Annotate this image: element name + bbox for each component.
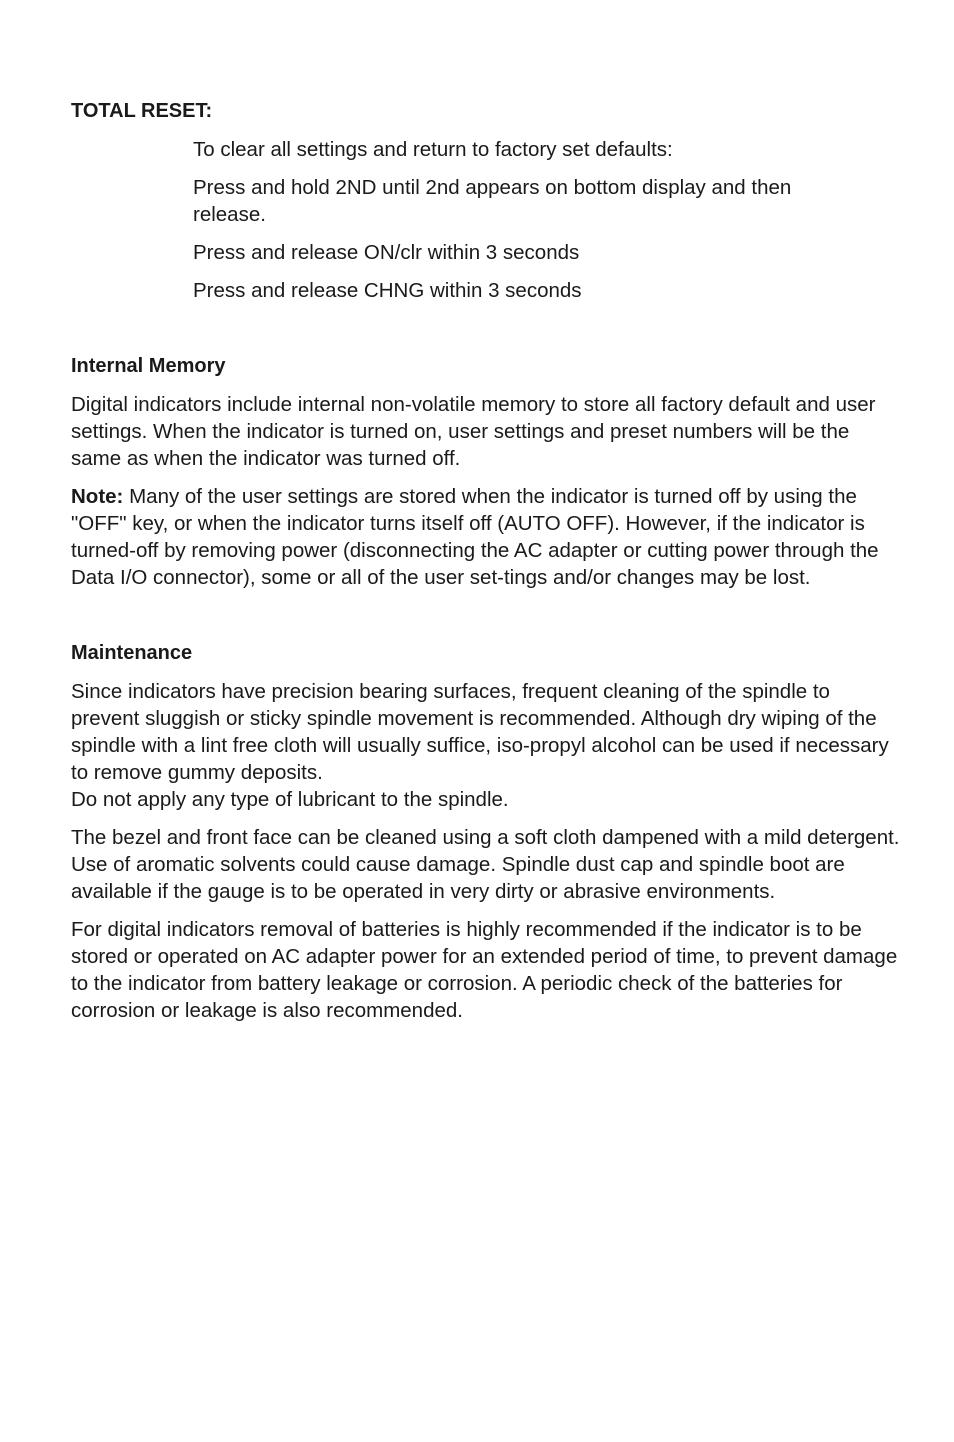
maintenance-paragraph-3: For digital indicators removal of batteries is highly recommended if the indicator is to be stored or operated on AC adapter power for an extended period of time, to prevent damage to the indicator from battery leakage or corrosion. A periodic check of the batteries for corrosion or leakage is also recommended. bbox=[71, 918, 898, 1022]
internal-memory-paragraph: Digital indicators include internal non-volatile memory to store all factory default and user settings. When the indicator is turned on, user settings and preset numbers will be the same as when the indicator was turned off. bbox=[71, 393, 876, 470]
maintenance-paragraph-1-main: Since indicators have precision bearing surfaces, frequent cleaning of the spindle to prevent sluggish or sticky spindle movement is recommended. Although dry wiping of the spindle with a lint free cloth will usually suffice, iso-propyl alcohol can be used if necessary to remove gummy deposits. bbox=[71, 680, 889, 784]
document-page bbox=[71, 98, 901, 1035]
note-label: Note: bbox=[71, 485, 124, 508]
total-reset-section bbox=[71, 98, 901, 304]
maintenance-paragraph-2: The bezel and front face can be cleaned using a soft cloth dampened with a mild detergent. Use of aromatic solvents could cause damage. Spindle dust cap and spindle boot are available if the gauge is to be operated in very dirty or abrasive environments. bbox=[71, 826, 900, 903]
reset-step-on-clr: Press and release ON/clr within 3 seconds bbox=[193, 241, 580, 264]
maintenance-paragraph-1-tail: Do not apply any type of lubricant to the spindle. bbox=[71, 788, 509, 811]
internal-memory-heading: Internal Memory bbox=[71, 355, 226, 377]
internal-memory-note bbox=[71, 483, 901, 591]
note-text: Many of the user settings are stored when the indicator is turned off by using the "OFF" key, or when the indicator turns itself off (AUTO OFF). However, if the indicator is turned-off by removing power (disconnecting the AC adapter or cutting power through the Data I/O connector), some or all of the user set-tings and/or changes may be lost. bbox=[71, 485, 879, 589]
internal-memory-section bbox=[71, 353, 901, 591]
reset-step-hold-2nd: Press and hold 2ND until 2nd appears on bottom display and then release. bbox=[193, 176, 792, 226]
maintenance-heading: Maintenance bbox=[71, 642, 193, 664]
reset-step-intro: To clear all settings and return to factory set defaults: bbox=[193, 138, 673, 161]
maintenance-paragraph-1 bbox=[71, 678, 901, 813]
reset-step-chng: Press and release CHNG within 3 seconds bbox=[193, 279, 582, 302]
total-reset-heading: TOTAL RESET: bbox=[71, 100, 213, 122]
total-reset-steps bbox=[193, 136, 901, 304]
maintenance-section bbox=[71, 640, 901, 1024]
